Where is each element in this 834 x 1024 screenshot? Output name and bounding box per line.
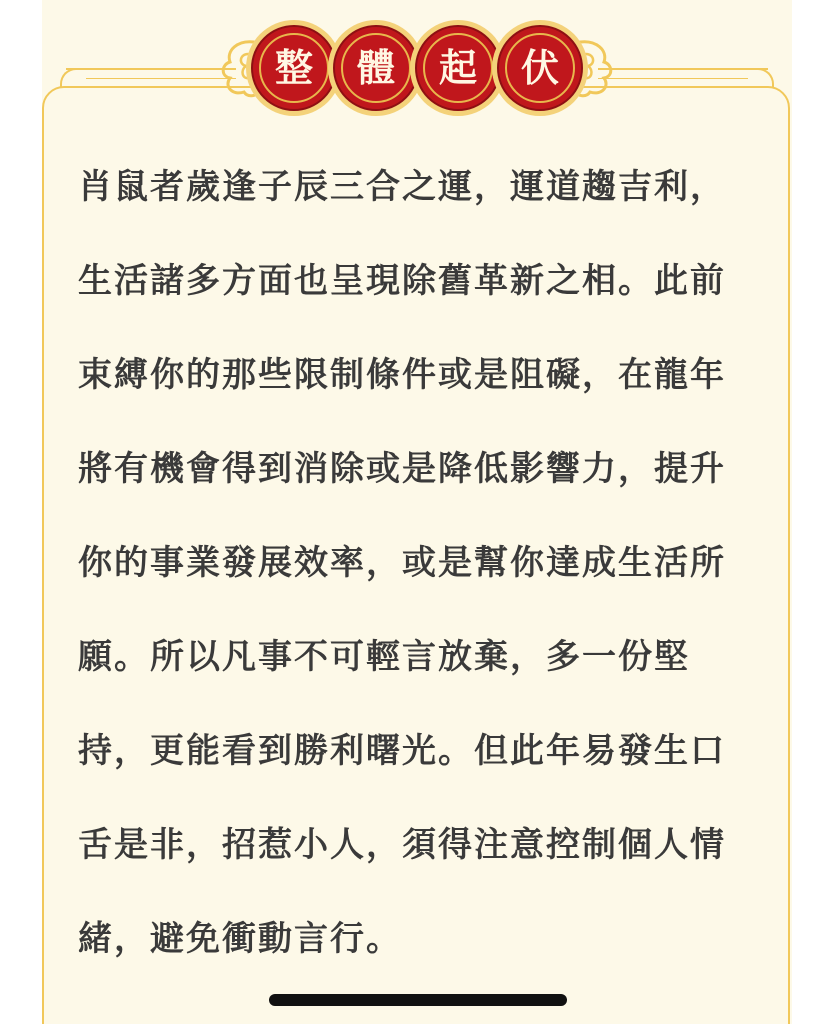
title-char: 伏 (505, 33, 575, 103)
title-badge (492, 20, 588, 116)
section-title (246, 20, 590, 120)
frame-line-right-outer (598, 68, 768, 70)
title-char: 整 (259, 33, 329, 103)
frame-line-right-inner (598, 78, 748, 79)
title-badge-disc (251, 25, 337, 111)
article-line: 束縛你的那些限制條件或是阻礙，在龍年 (78, 355, 726, 395)
frame-line-left-inner (86, 78, 236, 79)
article-line: 願。所以凡事不可輕言放棄，多一份堅 (78, 637, 690, 677)
title-char: 體 (341, 33, 411, 103)
title-badge-disc (333, 25, 419, 111)
article-line: 肖鼠者歲逢子辰三合之運，運道趨吉利， (78, 167, 726, 207)
article-line: 舌是非，招惹小人，須得注意控制個人情 (78, 825, 726, 865)
title-badge-disc (415, 25, 501, 111)
frame-line-left-outer (66, 68, 236, 70)
article-line: 持，更能看到勝利曙光。但此年易發生口 (78, 731, 726, 771)
article-line: 將有機會得到消除或是降低影響力，提升 (78, 449, 726, 489)
article-body (78, 140, 760, 986)
home-indicator[interactable] (269, 994, 567, 1006)
article-line: 緒，避免衝動言行。 (78, 919, 402, 959)
title-char: 起 (423, 33, 493, 103)
article-line: 你的事業發展效率，或是幫你達成生活所 (78, 543, 726, 583)
title-badge-disc (497, 25, 583, 111)
article-line: 生活諸多方面也呈現除舊革新之相。此前 (78, 261, 726, 301)
